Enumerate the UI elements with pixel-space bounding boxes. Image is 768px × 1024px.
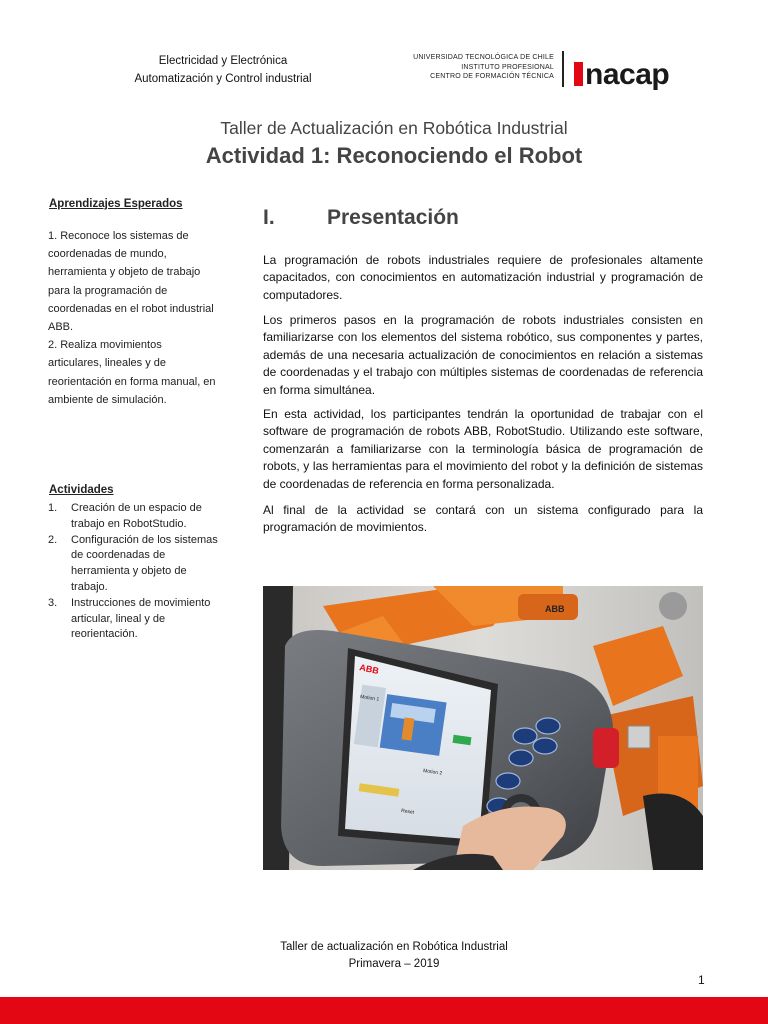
list-item: 2. Configuración de los sistemas de coordenadas de herramienta y objeto de trabajo. (48, 533, 218, 593)
abb-screen-logo: ABB (358, 662, 380, 677)
list-item: 1. Creación de un espacio de trabajo en RobotStudio. (48, 502, 202, 530)
screen-label: Motion 2 (422, 768, 443, 777)
learning-outcomes-heading: Aprendizajes Esperados (49, 198, 183, 210)
inacap-logo (572, 52, 714, 94)
emergency-stop (593, 728, 619, 768)
course-title: Taller de Actualización en Robótica Industrial (220, 118, 568, 138)
section-heading: I. Presentación (263, 206, 459, 229)
paragraph: Al final de la actividad se contará con un sistema configurado para la programación de movimientos. (263, 503, 703, 535)
institution-line: INSTITUTO PROFESIONAL (461, 63, 554, 71)
header-area: Automatización y Control industrial (134, 73, 312, 85)
logo-i-mark (574, 62, 583, 86)
robot-teach-pendant-photo (263, 586, 703, 870)
institution-line: UNIVERSIDAD TECNOLÓGICA DE CHILE (413, 54, 554, 61)
screen-label: Motion 1 (359, 694, 380, 703)
header-department: Electricidad y Electrónica (158, 55, 288, 67)
footer-line: Taller de actualización en Robótica Industrial (280, 941, 508, 953)
list-item: 3. Instrucciones de movimiento articular, lineal y de reorientación. (48, 596, 211, 641)
header-divider (562, 51, 564, 87)
footer-brand-bar (0, 997, 768, 1024)
paragraph: La programación de robots industriales requiere de profesionales altamente capacitados, con conocimientos en automatización industrial y programación de computadores. (263, 253, 703, 302)
paragraph: En esta actividad, los participantes tendrán la oportunidad de trabajar con el software de programación de robots ABB, RobotStudio. Utilizando este software, comenzarán a familiarizarse con la terminología básica de programación de robots, y las herramientas para el movimiento del robot y la definición de sistemas de coordenadas de referencia en forma personalizada. (263, 407, 703, 491)
activity-title: Actividad 1: Reconociendo el Robot (205, 143, 583, 168)
logo-wordmark: nacap (585, 58, 670, 91)
screen-label: Reset (400, 808, 415, 816)
institution-lines (400, 53, 554, 82)
paragraph: Los primeros pasos en la programación de robots industriales consisten en familiarizarse con los elementos del sistema robótico, sus componentes y partes, además de una necesaria actualización de conocimientos en relación a sistemas de coordenadas y el trabajo con múltiples sistemas de coordenadas de referencia en forma simultánea. (263, 313, 703, 397)
learning-outcomes-text: 1. Reconoce los sistemas de coordenadas de mundo, herramienta y objeto de trabajo para la programación de coordenadas en el robot industrial ABB. 2. Realiza movimientos articulares, lineales y de reorientación en forma manual, en ambiente de simulación. (48, 230, 216, 406)
institution-line: CENTRO DE FORMACIÓN TÉCNICA (430, 73, 554, 80)
page-number: 1 (698, 973, 705, 987)
footer (200, 939, 588, 973)
activities-heading: Actividades (49, 484, 114, 496)
footer-line: Primavera – 2019 (348, 958, 440, 970)
abb-arm-label: ABB (545, 604, 565, 614)
activities-list (48, 501, 220, 643)
header-department-block (100, 52, 346, 88)
